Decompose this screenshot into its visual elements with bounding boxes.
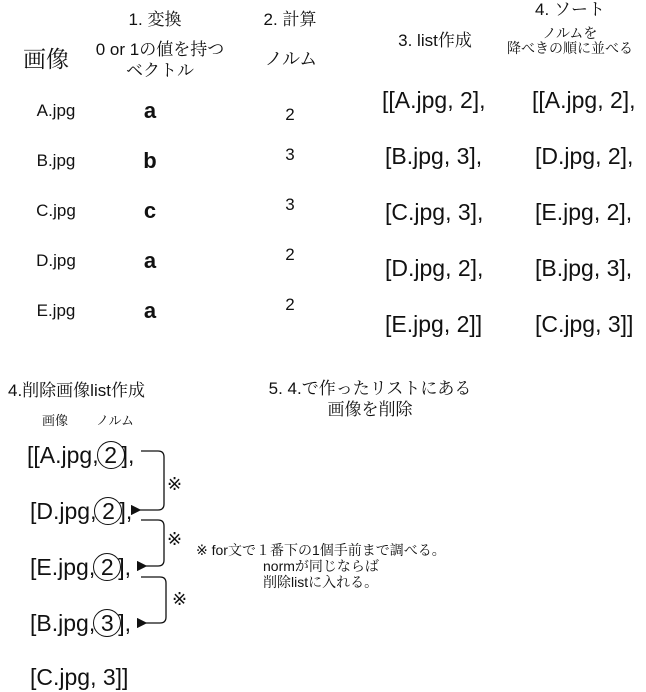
vector-value: b	[143, 148, 157, 173]
norm-circle: 2	[97, 441, 125, 469]
image-column-header: 画像	[23, 46, 69, 72]
image-name: A.jpg	[36, 101, 76, 120]
delete-list-title: 4.削除画像list作成	[8, 381, 145, 400]
vector-value: a	[143, 98, 157, 123]
step2-header: 2. 計算	[263, 10, 317, 29]
list-entry: [C.jpg, 3]]	[535, 311, 634, 337]
vector-value: a	[143, 298, 157, 323]
entry-prefix: [[A.jpg,	[27, 442, 99, 468]
step5-line2: 画像を削除	[327, 400, 413, 419]
note-mark: ※	[172, 589, 188, 609]
vector-value: a	[143, 248, 157, 273]
entry-prefix: [E.jpg,	[30, 554, 96, 580]
step1-header: 1. 変換	[128, 10, 182, 29]
vector-value: c	[143, 198, 157, 223]
step5-line1: 5. 4.で作ったリストにある	[268, 379, 472, 398]
image-name: B.jpg	[36, 151, 76, 170]
list-entry: [E.jpg, 2]]	[385, 311, 483, 337]
list-entry: [B.jpg, 3],	[385, 143, 483, 169]
list-entry: [D.jpg, 2],	[535, 143, 634, 169]
norm-circle: 3	[93, 609, 121, 637]
norm-value: 2	[285, 245, 295, 264]
list-entry: [[A.jpg, 2],	[532, 87, 636, 113]
norm-value: 2	[285, 295, 295, 314]
note-line3: 削除listに入れる。	[263, 574, 379, 590]
entry-suffix: ],	[118, 610, 131, 636]
note-line2: normが同じならば	[263, 558, 379, 574]
delete-sub-norm: ノルム	[96, 413, 134, 428]
step4-header: 4. ソート	[535, 0, 605, 19]
norm-value: 3	[285, 145, 295, 164]
list-entry: [B.jpg, 3],	[535, 255, 633, 281]
delete-sub-image: 画像	[42, 413, 69, 428]
list-entry: [[A.jpg, 2],	[382, 87, 486, 113]
image-name: E.jpg	[36, 301, 76, 320]
note-mark: ※	[167, 529, 183, 549]
entry-prefix: [B.jpg,	[30, 610, 96, 636]
delete-list-last-entry: [C.jpg, 3]]	[30, 664, 129, 690]
list-entry: [D.jpg, 2],	[385, 255, 484, 281]
norm-value: 3	[285, 195, 295, 214]
note-mark: ※	[167, 474, 183, 494]
list-entry: [C.jpg, 3],	[385, 199, 484, 225]
norm-circle: 2	[94, 497, 122, 525]
note-line1: ※ for文で１番下の1個手前まで調べる。	[196, 542, 446, 558]
step3-header: 3. list作成	[398, 31, 472, 50]
entry-prefix: [D.jpg,	[30, 498, 97, 524]
vector-column-header-line2: ベクトル	[126, 61, 194, 80]
norm-column-header: ノルム	[264, 49, 318, 69]
image-name: D.jpg	[36, 251, 76, 270]
sort-desc-line2: 降べきの順に並べる	[507, 40, 633, 56]
vector-column-header-line1: 0 or 1の値を持つ	[95, 40, 225, 59]
entry-suffix: ],	[121, 442, 135, 468]
image-name: C.jpg	[36, 201, 76, 220]
entry-suffix: ],	[119, 498, 133, 524]
norm-circle: 2	[93, 553, 121, 581]
norm-value: 2	[285, 105, 295, 124]
entry-suffix: ],	[118, 554, 131, 580]
list-entry: [E.jpg, 2],	[535, 199, 633, 225]
sort-desc-line1: ノルムを	[542, 25, 598, 41]
